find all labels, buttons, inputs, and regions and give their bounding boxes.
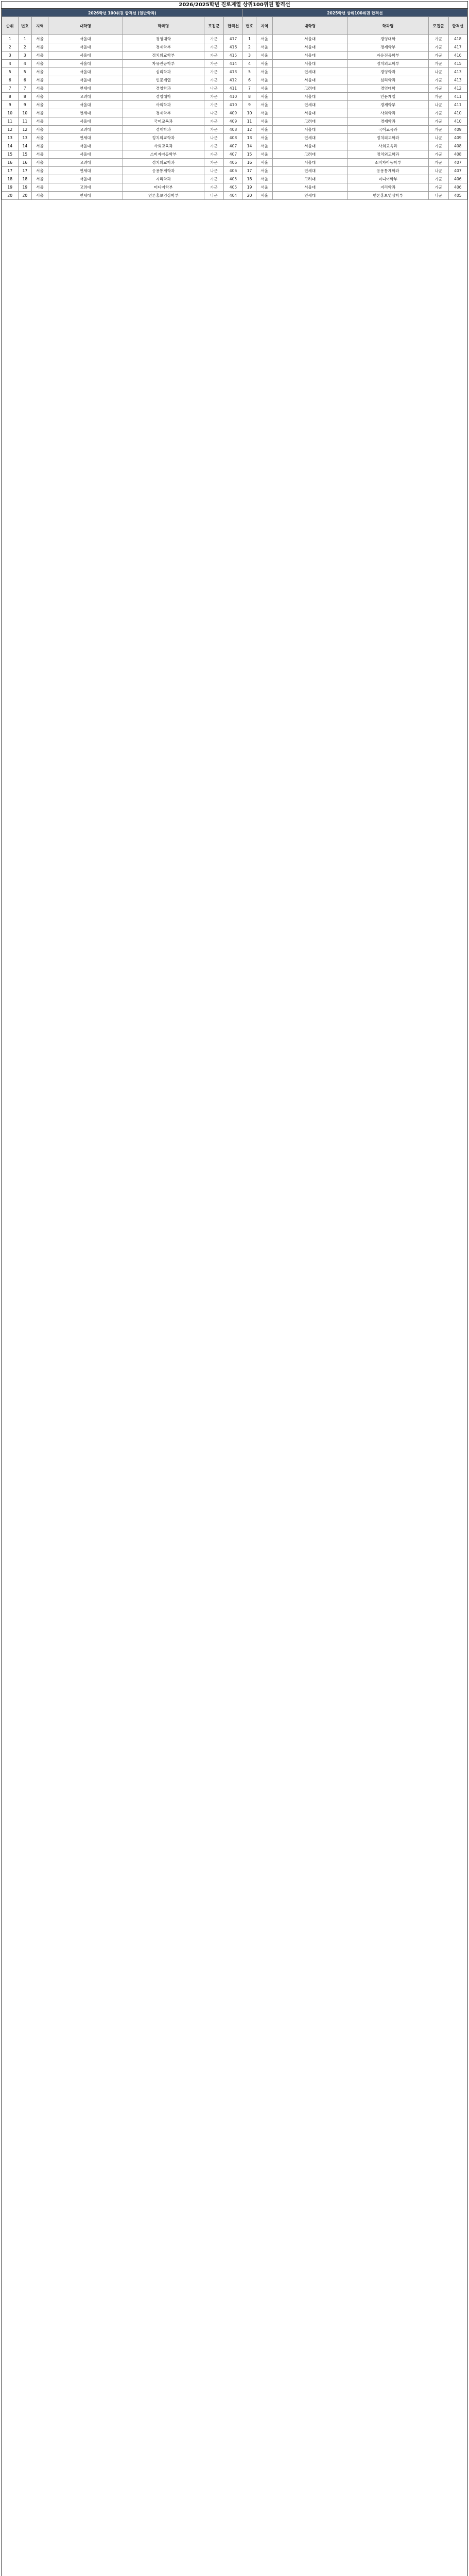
department-cell: 소비자아동학부 <box>123 150 204 159</box>
cutoff-cell-2025: 418 <box>448 35 467 43</box>
table-row <box>2 60 467 68</box>
department-cell-2025: 경제학부 <box>348 101 429 109</box>
department-cell: 경영대학 <box>123 35 204 43</box>
number-cell-2025: 11 <box>242 117 256 126</box>
university-cell: 고려대 <box>48 183 123 192</box>
university-cell: 서울대 <box>48 175 123 183</box>
university-cell: 연세대 <box>48 84 123 93</box>
group-cell-2025: 나군 <box>428 68 448 76</box>
group-cell: 나군 <box>204 192 224 200</box>
table-row <box>2 35 467 43</box>
department-cell-2025: 미디어학부 <box>348 175 429 183</box>
number-cell: 6 <box>18 76 32 84</box>
university-cell-2025: 연세대 <box>272 68 347 76</box>
group-cell: 가군 <box>204 159 224 167</box>
cutoff-cell-2025: 413 <box>448 76 467 84</box>
number-cell-2025: 1 <box>242 35 256 43</box>
department-cell-2025: 사회학과 <box>348 109 429 117</box>
cutoff-cell-2025: 411 <box>448 93 467 101</box>
department-cell-2025: 정치외교학과 <box>348 150 429 159</box>
rank-cell: 8 <box>2 93 19 101</box>
cutoff-cell: 416 <box>224 43 242 52</box>
table-row <box>2 126 467 134</box>
rank-cell: 9 <box>2 101 19 109</box>
number-cell: 2 <box>18 43 32 52</box>
region-cell-2025: 서울 <box>256 159 273 167</box>
cutoff-cell-2025: 406 <box>448 183 467 192</box>
cutoff-cell-2025: 415 <box>448 60 467 68</box>
number-cell-2025: 17 <box>242 167 256 175</box>
page-title: 2026/2025학년 진로계열 상위100위권 합격선 <box>1 1 468 8</box>
region-cell-2025: 서울 <box>256 101 273 109</box>
department-cell-2025: 경제학부 <box>348 43 429 52</box>
cutoff-cell: 410 <box>224 101 242 109</box>
number-cell-2025: 15 <box>242 150 256 159</box>
department-cell-2025: 응용통계학과 <box>348 167 429 175</box>
cutoff-cell: 408 <box>224 134 242 142</box>
cutoff-cell: 405 <box>224 175 242 183</box>
rank-cell: 12 <box>2 126 19 134</box>
cutoff-cell: 413 <box>224 68 242 76</box>
group-cell-2025: 나군 <box>428 134 448 142</box>
col-no2-header: 번호 <box>242 17 256 35</box>
group-cell: 가군 <box>204 43 224 52</box>
number-cell-2025: 8 <box>242 93 256 101</box>
department-cell-2025: 국어교육과 <box>348 126 429 134</box>
region-cell: 서울 <box>32 134 48 142</box>
university-cell: 연세대 <box>48 134 123 142</box>
department-cell-2025: 소비자아동학부 <box>348 159 429 167</box>
table-row <box>2 43 467 52</box>
number-cell: 18 <box>18 175 32 183</box>
region-cell: 서울 <box>32 167 48 175</box>
region-cell: 서울 <box>32 109 48 117</box>
region-cell-2025: 서울 <box>256 35 273 43</box>
table-row <box>2 142 467 150</box>
rank-cell: 5 <box>2 68 19 76</box>
col-score-a-header: 모집군 <box>204 17 224 35</box>
number-cell-2025: 5 <box>242 68 256 76</box>
rank-cell: 14 <box>2 142 19 150</box>
cutoff-cell: 405 <box>224 183 242 192</box>
col-no-header: 번호 <box>18 17 32 35</box>
university-cell-2025: 연세대 <box>272 192 347 200</box>
region-cell-2025: 서울 <box>256 167 273 175</box>
university-cell: 연세대 <box>48 192 123 200</box>
number-cell-2025: 4 <box>242 60 256 68</box>
department-cell: 지리학과 <box>123 175 204 183</box>
number-cell: 14 <box>18 142 32 150</box>
cutoff-cell-2025: 408 <box>448 150 467 159</box>
department-cell-2025: 경제학과 <box>348 117 429 126</box>
cutoff-cell-2025: 408 <box>448 142 467 150</box>
group-cell-2025: 가군 <box>428 52 448 60</box>
cutoff-cell: 407 <box>224 142 242 150</box>
admission-table <box>2 9 467 200</box>
university-cell-2025: 고려대 <box>272 175 347 183</box>
rank-cell: 10 <box>2 109 19 117</box>
university-cell: 서울대 <box>48 68 123 76</box>
department-cell-2025: 경영대학 <box>348 35 429 43</box>
cutoff-cell-2025: 405 <box>448 192 467 200</box>
university-cell: 고려대 <box>48 93 123 101</box>
cutoff-cell-2025: 411 <box>448 101 467 109</box>
cutoff-cell-2025: 407 <box>448 159 467 167</box>
region-cell: 서울 <box>32 159 48 167</box>
cutoff-cell: 411 <box>224 84 242 93</box>
department-cell-2025: 정치외교학부 <box>348 60 429 68</box>
university-cell-2025: 서울대 <box>272 142 347 150</box>
department-cell: 언론홍보영상학부 <box>123 192 204 200</box>
number-cell: 7 <box>18 84 32 93</box>
table-row <box>2 159 467 167</box>
department-cell-2025: 심리학과 <box>348 76 429 84</box>
department-cell-2025: 언론홍보영상학부 <box>348 192 429 200</box>
group-cell: 가군 <box>204 35 224 43</box>
university-cell: 서울대 <box>48 117 123 126</box>
region-cell: 서울 <box>32 142 48 150</box>
group-cell: 가군 <box>204 60 224 68</box>
group-cell: 나군 <box>204 84 224 93</box>
number-cell: 13 <box>18 134 32 142</box>
university-cell: 서울대 <box>48 35 123 43</box>
admission-table-container <box>1 8 468 2576</box>
department-cell: 국어교육과 <box>123 117 204 126</box>
left-group-header: 2026학년 100위권 합격선 (일반학과) <box>2 9 243 17</box>
university-cell-2025: 서울대 <box>272 183 347 192</box>
department-cell: 사회교육과 <box>123 142 204 150</box>
region-cell: 서울 <box>32 93 48 101</box>
cutoff-cell: 417 <box>224 35 242 43</box>
number-cell: 9 <box>18 101 32 109</box>
number-cell: 11 <box>18 117 32 126</box>
col-region2-header: 지역 <box>256 17 273 35</box>
group-cell-2025: 가군 <box>428 175 448 183</box>
department-cell: 정치외교학과 <box>123 159 204 167</box>
region-cell-2025: 서울 <box>256 60 273 68</box>
department-cell: 경영학과 <box>123 84 204 93</box>
cutoff-cell: 410 <box>224 93 242 101</box>
cutoff-cell: 408 <box>224 126 242 134</box>
table-row <box>2 101 467 109</box>
department-cell: 심리학과 <box>123 68 204 76</box>
region-cell: 서울 <box>32 126 48 134</box>
group-cell: 가군 <box>204 183 224 192</box>
cutoff-cell-2025: 417 <box>448 43 467 52</box>
region-cell: 서울 <box>32 76 48 84</box>
region-cell: 서울 <box>32 150 48 159</box>
department-cell: 경영대학 <box>123 93 204 101</box>
region-cell-2025: 서울 <box>256 76 273 84</box>
region-cell-2025: 서울 <box>256 109 273 117</box>
rank-cell: 13 <box>2 134 19 142</box>
university-cell-2025: 고려대 <box>272 150 347 159</box>
number-cell-2025: 18 <box>242 175 256 183</box>
group-cell-2025: 가군 <box>428 35 448 43</box>
group-cell: 가군 <box>204 150 224 159</box>
cutoff-cell: 409 <box>224 117 242 126</box>
group-cell-2025: 가군 <box>428 150 448 159</box>
university-cell-2025: 연세대 <box>272 101 347 109</box>
table-row <box>2 68 467 76</box>
cutoff-cell: 407 <box>224 150 242 159</box>
rank-cell: 11 <box>2 117 19 126</box>
table-row <box>2 117 467 126</box>
number-cell: 10 <box>18 109 32 117</box>
department-cell: 인문계열 <box>123 76 204 84</box>
cutoff-cell-2025: 409 <box>448 134 467 142</box>
university-cell-2025: 서울대 <box>272 43 347 52</box>
number-cell: 3 <box>18 52 32 60</box>
col-univ2-header: 대학명 <box>272 17 347 35</box>
rank-cell: 19 <box>2 183 19 192</box>
table-row <box>2 134 467 142</box>
group-cell: 가군 <box>204 175 224 183</box>
table-row <box>2 109 467 117</box>
department-cell: 응용통계학과 <box>123 167 204 175</box>
group-cell-2025: 가군 <box>428 109 448 117</box>
number-cell: 4 <box>18 60 32 68</box>
department-cell-2025: 사회교육과 <box>348 142 429 150</box>
region-cell: 서울 <box>32 43 48 52</box>
rank-cell: 6 <box>2 76 19 84</box>
cutoff-cell-2025: 410 <box>448 117 467 126</box>
cutoff-cell: 414 <box>224 60 242 68</box>
department-cell-2025: 경영대학 <box>348 84 429 93</box>
table-row <box>2 183 467 192</box>
department-cell: 경제학부 <box>123 109 204 117</box>
group-cell: 나군 <box>204 167 224 175</box>
region-cell-2025: 서울 <box>256 52 273 60</box>
table-row <box>2 76 467 84</box>
cutoff-cell: 415 <box>224 52 242 60</box>
col-score-b-header: 합격선 <box>224 17 242 35</box>
university-cell-2025: 고려대 <box>272 84 347 93</box>
university-cell: 서울대 <box>48 142 123 150</box>
region-cell-2025: 서울 <box>256 68 273 76</box>
cutoff-cell-2025: 413 <box>448 68 467 76</box>
region-cell-2025: 서울 <box>256 150 273 159</box>
rank-cell: 20 <box>2 192 19 200</box>
university-cell-2025: 서울대 <box>272 93 347 101</box>
rank-cell: 2 <box>2 43 19 52</box>
rank-cell: 4 <box>2 60 19 68</box>
col-score-a2-header: 모집군 <box>428 17 448 35</box>
number-cell: 15 <box>18 150 32 159</box>
rank-cell: 18 <box>2 175 19 183</box>
number-cell-2025: 9 <box>242 101 256 109</box>
col-score-b2-header: 합격선 <box>448 17 467 35</box>
group-cell: 가군 <box>204 126 224 134</box>
group-cell: 가군 <box>204 76 224 84</box>
region-cell-2025: 서울 <box>256 84 273 93</box>
right-group-header: 2025학년 상위100위권 합격선 <box>242 9 467 17</box>
rank-cell: 1 <box>2 35 19 43</box>
region-cell: 서울 <box>32 68 48 76</box>
number-cell: 19 <box>18 183 32 192</box>
rank-cell: 15 <box>2 150 19 159</box>
col-dept2-header: 학과명 <box>348 17 429 35</box>
cutoff-cell-2025: 407 <box>448 167 467 175</box>
number-cell: 17 <box>18 167 32 175</box>
group-cell: 나군 <box>204 109 224 117</box>
group-cell: 가군 <box>204 117 224 126</box>
table-row <box>2 84 467 93</box>
number-cell-2025: 2 <box>242 43 256 52</box>
department-cell-2025: 자유전공학부 <box>348 52 429 60</box>
region-cell-2025: 서울 <box>256 126 273 134</box>
group-cell-2025: 가군 <box>428 183 448 192</box>
group-cell-2025: 가군 <box>428 84 448 93</box>
department-cell: 사회학과 <box>123 101 204 109</box>
university-cell-2025: 서울대 <box>272 60 347 68</box>
cutoff-cell-2025: 412 <box>448 84 467 93</box>
university-cell: 서울대 <box>48 43 123 52</box>
university-cell-2025: 고려대 <box>272 117 347 126</box>
group-cell: 나군 <box>204 134 224 142</box>
table-body <box>2 35 467 200</box>
university-cell: 연세대 <box>48 109 123 117</box>
group-cell-2025: 가군 <box>428 43 448 52</box>
region-cell: 서울 <box>32 192 48 200</box>
university-cell: 연세대 <box>48 167 123 175</box>
cutoff-cell: 406 <box>224 159 242 167</box>
table-row <box>2 167 467 175</box>
cutoff-cell: 409 <box>224 109 242 117</box>
region-cell: 서울 <box>32 175 48 183</box>
department-cell-2025: 경영학과 <box>348 68 429 76</box>
university-cell: 서울대 <box>48 150 123 159</box>
group-cell-2025: 나군 <box>428 101 448 109</box>
number-cell: 16 <box>18 159 32 167</box>
table-row <box>2 150 467 159</box>
col-region-header: 지역 <box>32 17 48 35</box>
department-cell: 미디어학부 <box>123 183 204 192</box>
group-cell: 가군 <box>204 101 224 109</box>
university-cell-2025: 연세대 <box>272 167 347 175</box>
group-cell-2025: 가군 <box>428 60 448 68</box>
university-cell: 서울대 <box>48 60 123 68</box>
rank-cell: 16 <box>2 159 19 167</box>
cutoff-cell: 412 <box>224 76 242 84</box>
university-cell-2025: 서울대 <box>272 109 347 117</box>
region-cell-2025: 서울 <box>256 142 273 150</box>
group-cell-2025: 가군 <box>428 142 448 150</box>
number-cell: 12 <box>18 126 32 134</box>
department-cell-2025: 정치외교학과 <box>348 134 429 142</box>
col-dept-header: 학과명 <box>123 17 204 35</box>
university-cell: 고려대 <box>48 126 123 134</box>
university-cell-2025: 연세대 <box>272 134 347 142</box>
number-cell: 8 <box>18 93 32 101</box>
col-rank-header: 순위 <box>2 17 19 35</box>
col-univ-header: 대학명 <box>48 17 123 35</box>
region-cell: 서울 <box>32 60 48 68</box>
university-cell-2025: 서울대 <box>272 35 347 43</box>
university-cell-2025: 서울대 <box>272 76 347 84</box>
group-cell: 가군 <box>204 68 224 76</box>
university-cell-2025: 서울대 <box>272 126 347 134</box>
cutoff-cell-2025: 406 <box>448 175 467 183</box>
department-cell: 경제학과 <box>123 126 204 134</box>
university-cell: 서울대 <box>48 76 123 84</box>
group-cell-2025: 가군 <box>428 126 448 134</box>
number-cell: 5 <box>18 68 32 76</box>
region-cell: 서울 <box>32 117 48 126</box>
university-cell: 서울대 <box>48 101 123 109</box>
region-cell-2025: 서울 <box>256 43 273 52</box>
department-cell: 정치외교학과 <box>123 134 204 142</box>
table-row <box>2 93 467 101</box>
region-cell-2025: 서울 <box>256 183 273 192</box>
number-cell-2025: 16 <box>242 159 256 167</box>
number-cell-2025: 12 <box>242 126 256 134</box>
number-cell-2025: 7 <box>242 84 256 93</box>
cutoff-cell: 404 <box>224 192 242 200</box>
group-cell: 가군 <box>204 142 224 150</box>
university-cell-2025: 서울대 <box>272 159 347 167</box>
number-cell-2025: 10 <box>242 109 256 117</box>
group-cell: 가군 <box>204 52 224 60</box>
rank-cell: 3 <box>2 52 19 60</box>
region-cell-2025: 서울 <box>256 134 273 142</box>
department-cell: 자유전공학부 <box>123 60 204 68</box>
group-cell-2025: 가군 <box>428 76 448 84</box>
group-cell-2025: 가군 <box>428 93 448 101</box>
region-cell-2025: 서울 <box>256 192 273 200</box>
group-cell-2025: 가군 <box>428 117 448 126</box>
number-cell-2025: 3 <box>242 52 256 60</box>
rank-cell: 17 <box>2 167 19 175</box>
group-cell-2025: 나군 <box>428 167 448 175</box>
region-cell: 서울 <box>32 84 48 93</box>
number-cell-2025: 6 <box>242 76 256 84</box>
region-cell-2025: 서울 <box>256 93 273 101</box>
department-cell-2025: 인문계열 <box>348 93 429 101</box>
department-cell: 경제학부 <box>123 43 204 52</box>
cutoff-cell-2025: 416 <box>448 52 467 60</box>
rank-cell: 7 <box>2 84 19 93</box>
number-cell-2025: 13 <box>242 134 256 142</box>
group-cell-2025: 나군 <box>428 192 448 200</box>
department-cell-2025: 지리학과 <box>348 183 429 192</box>
university-cell: 고려대 <box>48 159 123 167</box>
table-row <box>2 192 467 200</box>
university-cell: 서울대 <box>48 52 123 60</box>
region-cell: 서울 <box>32 35 48 43</box>
region-cell: 서울 <box>32 101 48 109</box>
number-cell: 20 <box>18 192 32 200</box>
cutoff-cell: 406 <box>224 167 242 175</box>
number-cell-2025: 20 <box>242 192 256 200</box>
region-cell-2025: 서울 <box>256 175 273 183</box>
number-cell: 1 <box>18 35 32 43</box>
cutoff-cell-2025: 409 <box>448 126 467 134</box>
region-cell: 서울 <box>32 183 48 192</box>
number-cell-2025: 14 <box>242 142 256 150</box>
number-cell-2025: 19 <box>242 183 256 192</box>
department-cell: 정치외교학부 <box>123 52 204 60</box>
cutoff-cell-2025: 410 <box>448 109 467 117</box>
table-row <box>2 52 467 60</box>
region-cell: 서울 <box>32 52 48 60</box>
table-row <box>2 175 467 183</box>
region-cell-2025: 서울 <box>256 117 273 126</box>
group-cell: 가군 <box>204 93 224 101</box>
university-cell-2025: 서울대 <box>272 52 347 60</box>
group-cell-2025: 가군 <box>428 159 448 167</box>
